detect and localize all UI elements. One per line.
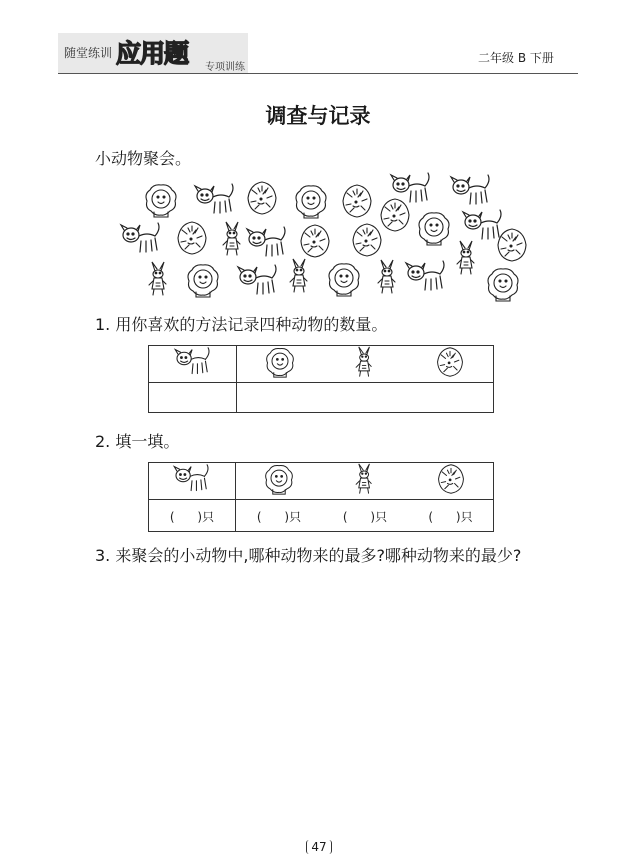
question-2: 2. 填一填。 (95, 432, 180, 451)
fill-header-rabbit (322, 463, 408, 500)
record-answer-cell[interactable] (237, 383, 494, 413)
page-number: 47 (306, 840, 332, 854)
dog-icon (119, 221, 163, 257)
question-3: 3. 来聚会的小动物中,哪种动物来的最多?哪种动物来的最少? (95, 546, 522, 565)
lion-icon (259, 463, 299, 495)
header-divider (58, 73, 578, 74)
intro-text: 小动物聚会。 (95, 149, 192, 168)
question-1: 1. 用你喜欢的方法记录四种动物的数量。 (95, 315, 388, 334)
grade-label: 二年级 B 下册 (478, 51, 554, 65)
rabbit-icon (345, 346, 385, 378)
series-name: 随堂练训 (64, 46, 113, 60)
series-subtitle: 专项训练 (205, 62, 245, 73)
dog-icon (172, 463, 212, 495)
dog-icon (245, 225, 289, 261)
rabbit-icon (278, 258, 322, 294)
rabbit-icon (137, 261, 181, 297)
fill-table (148, 462, 494, 532)
hedgehog-icon (170, 220, 214, 256)
hedgehog-icon (430, 346, 470, 378)
blank-label: ( )只 (342, 510, 388, 524)
count-blank-lion[interactable] (236, 500, 323, 532)
lion-icon (481, 266, 525, 302)
record-answer-cell[interactable] (149, 383, 237, 413)
dog-icon (236, 263, 280, 299)
record-header-lion (237, 346, 323, 383)
series-logo: 应用题 (116, 39, 189, 68)
dog-icon (449, 173, 493, 209)
lion-icon (289, 183, 333, 219)
record-header-dog (149, 346, 237, 383)
lion-icon (181, 262, 225, 298)
count-blank-hedgehog[interactable] (408, 500, 494, 532)
hedgehog-icon (240, 180, 284, 216)
record-header-rabbit (323, 346, 408, 383)
fill-header-dog (149, 463, 236, 500)
blank-label: ( )只 (428, 510, 473, 524)
fill-header-lion (236, 463, 323, 500)
dog-icon (173, 346, 213, 378)
count-blank-dog[interactable] (149, 500, 236, 532)
blank-label: ( )只 (169, 510, 215, 524)
record-header-hedgehog (407, 346, 493, 383)
blank-label: ( )只 (256, 510, 302, 524)
hedgehog-icon (490, 227, 534, 263)
dog-icon (404, 259, 448, 295)
hedgehog-icon (293, 223, 337, 259)
count-blank-rabbit[interactable] (322, 500, 408, 532)
dog-icon (193, 182, 237, 218)
lion-icon (322, 261, 366, 297)
rabbit-icon (345, 463, 385, 495)
page-title: 调查与记录 (265, 104, 371, 128)
hedgehog-icon (373, 197, 417, 233)
record-table (148, 345, 494, 413)
fill-header-hedgehog (408, 463, 494, 500)
hedgehog-icon (431, 463, 471, 495)
lion-icon (260, 346, 300, 378)
lion-icon (139, 182, 183, 218)
